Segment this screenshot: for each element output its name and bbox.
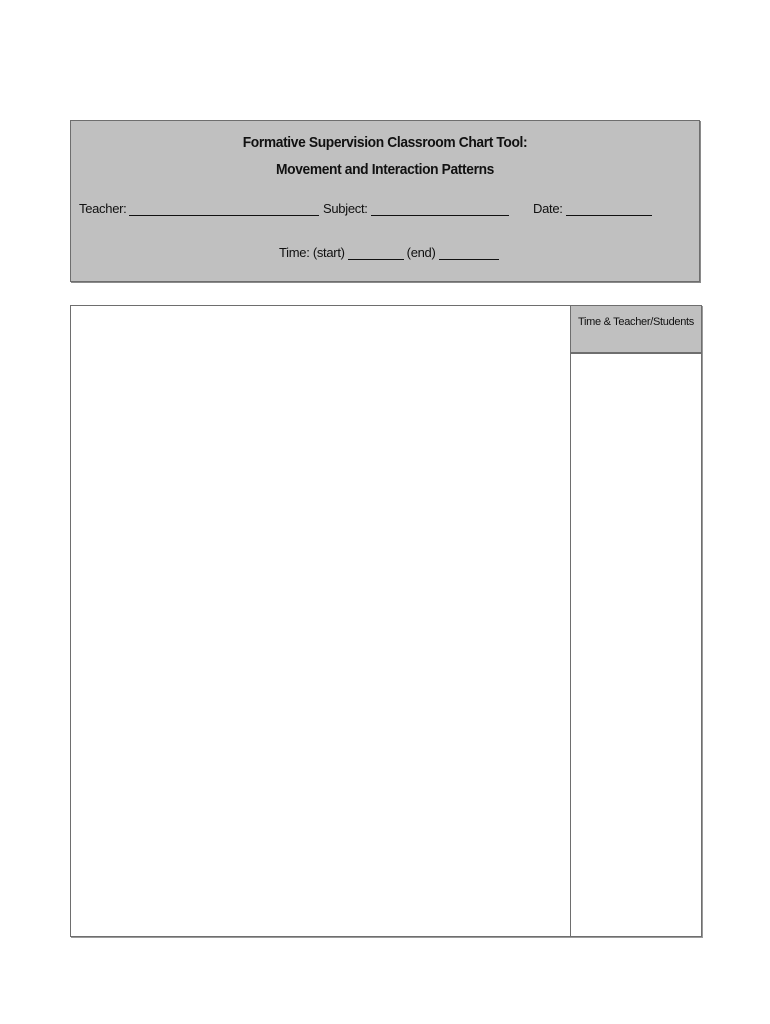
time-end-label: (end) [406,245,436,260]
classroom-drawing-space[interactable] [71,306,571,936]
teacher-blank-line[interactable] [129,203,319,216]
form-subtitle: Movement and Interaction Patterns [276,161,494,178]
date-blank-line[interactable] [566,203,652,216]
teacher-label: Teacher: [79,201,127,216]
time-notes-column [571,306,701,936]
subject-blank-line[interactable] [371,203,509,216]
time-notes-header: Time & Teacher/Students [571,306,701,354]
form-header-box [70,120,700,282]
classroom-chart-area [70,305,702,937]
time-field [279,245,499,260]
subject-field [323,201,509,216]
teacher-field [79,201,319,216]
date-field [533,201,652,216]
time-end-blank-line[interactable] [439,247,499,260]
time-start-label: Time: (start) [279,245,345,260]
time-notes-body[interactable] [571,354,701,936]
subject-label: Subject: [323,201,368,216]
form-title: Formative Supervision Classroom Chart Tool: [242,134,528,151]
time-start-blank-line[interactable] [348,247,404,260]
date-label: Date: [533,201,563,216]
